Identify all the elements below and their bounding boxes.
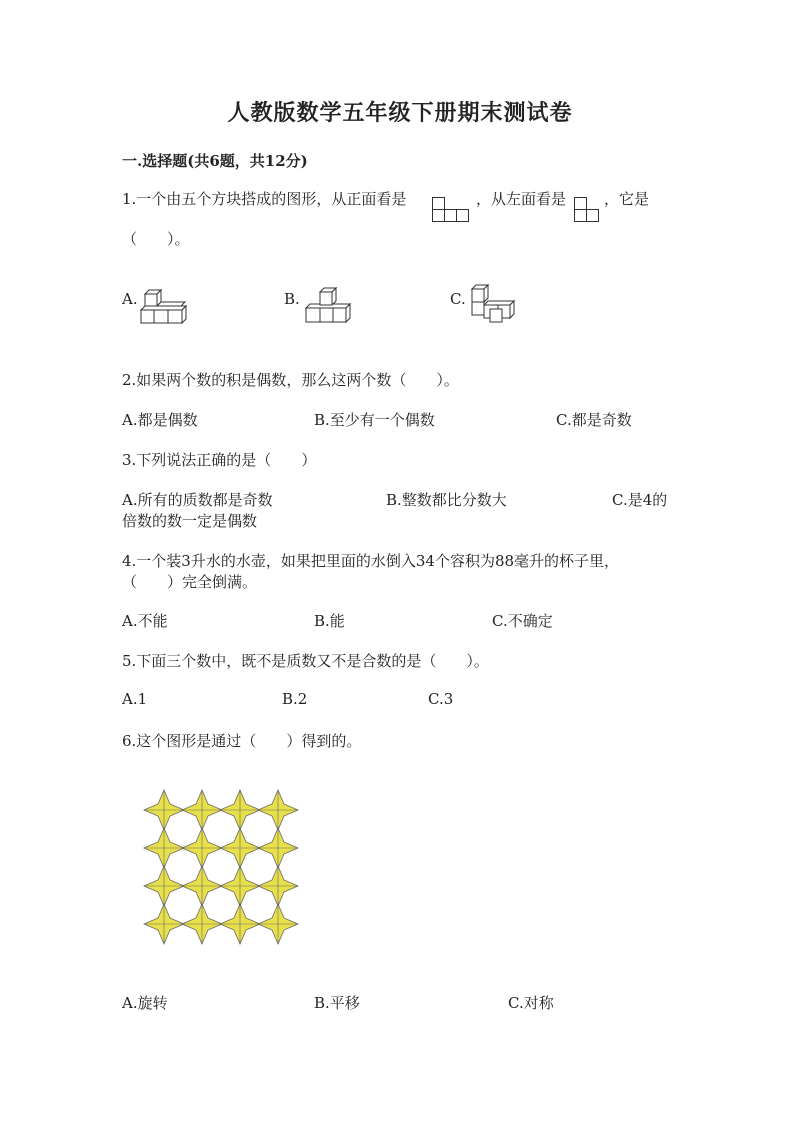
q1-option-c-figure xyxy=(468,285,518,327)
q1-left-view-figure xyxy=(574,197,602,225)
q3-option-c-continued: 倍数的数一定是偶数 xyxy=(122,512,258,530)
star-tile xyxy=(220,904,260,944)
star-tile xyxy=(182,866,222,906)
q6-option-a[interactable]: A.旋转 xyxy=(122,994,168,1012)
q6-option-c[interactable]: C.对称 xyxy=(508,994,554,1012)
q5-text: 5.下面三个数中，既不是质数又不是合数的是（ ）。 xyxy=(122,652,489,670)
q1-blank: （ ）。 xyxy=(122,230,190,248)
q6-text: 6.这个图形是通过（ ）得到的。 xyxy=(122,732,362,750)
q3-option-b[interactable]: B.整数都比分数大 xyxy=(386,491,507,509)
q1-text-part1: 1.一个由五个方块搭成的图形，从正面看是 xyxy=(122,190,407,208)
q2-option-a[interactable]: A.都是偶数 xyxy=(122,411,198,429)
star-tile xyxy=(144,790,184,830)
q5-option-c[interactable]: C.3 xyxy=(428,690,454,708)
star-tile xyxy=(258,790,298,830)
q1-front-view-figure xyxy=(432,197,472,225)
q5-option-b[interactable]: B.2 xyxy=(282,690,308,708)
q5-option-a[interactable]: A.1 xyxy=(122,690,148,708)
q6-option-b[interactable]: B.平移 xyxy=(314,994,360,1012)
q6-star-pattern-figure xyxy=(144,792,304,947)
q4-option-c[interactable]: C.不确定 xyxy=(492,612,553,630)
q4-text: 4.一个装3升水的水壶，如果把里面的水倒入34个容积为88毫升的杯子里， xyxy=(122,552,620,570)
star-tile xyxy=(220,790,260,830)
q1-option-b-figure xyxy=(302,287,352,327)
star-tile xyxy=(258,904,298,944)
star-tile xyxy=(182,790,222,830)
q1-option-a[interactable]: A. xyxy=(122,290,138,308)
q1-option-a-figure xyxy=(140,290,190,330)
q4-text-continued: （ ）完全倒满。 xyxy=(122,573,258,591)
q1-option-c[interactable]: C. xyxy=(450,290,466,308)
q4-option-a[interactable]: A.不能 xyxy=(122,612,168,630)
q1-text-part3: ，它是 xyxy=(604,190,650,208)
star-tile xyxy=(220,866,260,906)
q3-text: 3.下列说法正确的是（ ） xyxy=(122,451,317,469)
q2-text: 2.如果两个数的积是偶数，那么这两个数（ ）。 xyxy=(122,371,459,389)
q1-option-b[interactable]: B. xyxy=(284,290,300,308)
star-tile xyxy=(144,866,184,906)
q4-option-b[interactable]: B.能 xyxy=(314,612,345,630)
star-tile xyxy=(182,828,222,868)
section-heading: 一.选择题(共6题，共12分) xyxy=(122,152,308,170)
q2-option-b[interactable]: B.至少有一个偶数 xyxy=(314,411,435,429)
q3-option-a[interactable]: A.所有的质数都是奇数 xyxy=(122,491,273,509)
star-tile xyxy=(258,866,298,906)
q2-option-c[interactable]: C.都是奇数 xyxy=(556,411,632,429)
star-tile xyxy=(144,828,184,868)
star-tile xyxy=(258,828,298,868)
star-tile xyxy=(182,904,222,944)
star-tile xyxy=(144,904,184,944)
q1-text-part2: ，从左面看是 xyxy=(476,190,567,208)
q3-option-c[interactable]: C.是4的 xyxy=(612,491,668,509)
page-title: 人教版数学五年级下册期末测试卷 xyxy=(227,100,573,126)
star-tile xyxy=(220,828,260,868)
